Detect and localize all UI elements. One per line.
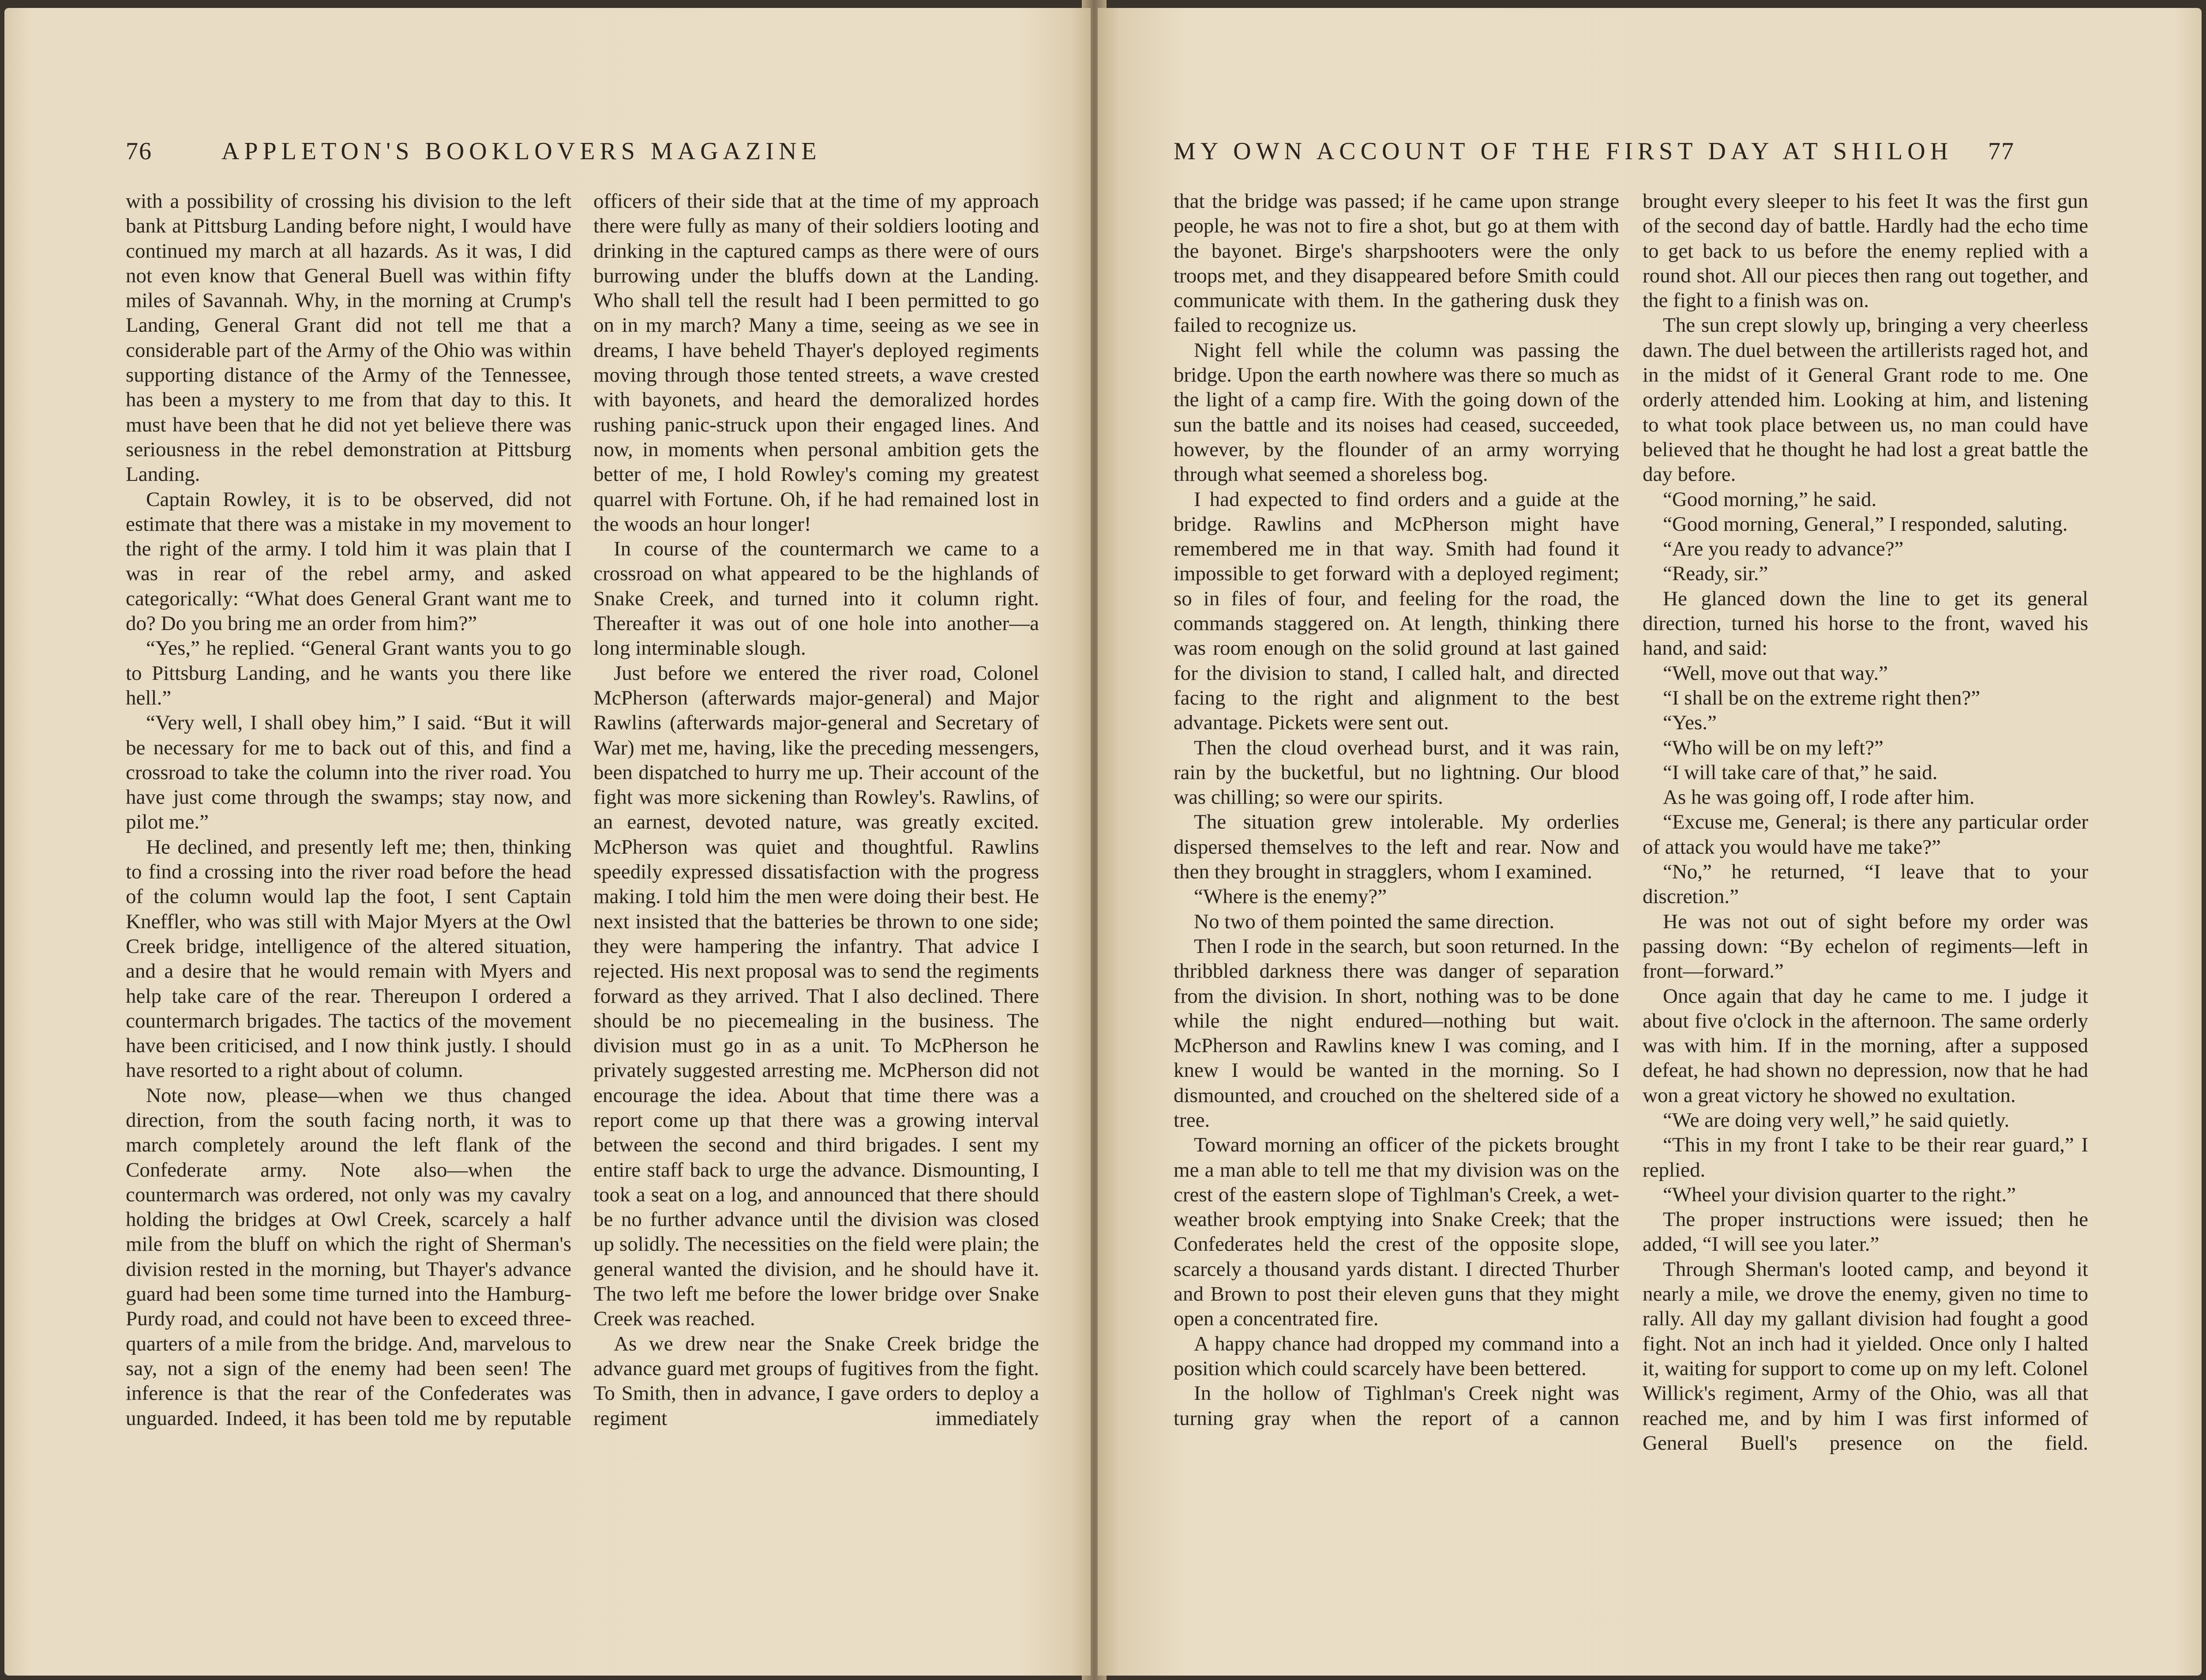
paragraph: I had expected to find orders and a guide at the bridge. Rawlins and McPherson might have remembered me in that way. Smith had found it impossible to get forward with a deployed regiment; so in files of four, and feeling for the road, the commands staggered on. At length, thinking there was room enough on the solid ground at last gained for the division to stand, I called halt, and directed facing to the right and alignment to the best advantage. Pickets were sent out. (1174, 488, 1619, 735)
paragraph: Once again that day he came to me. I judge it about five o'clock in the afternoon. The same orderly was with him. If in the morning, after a supposed defeat, he had shown no depression, now that he had won a great victory he showed no exultation. (1643, 984, 2088, 1107)
paragraph: He glanced down the line to get its general direction, turned his horse to the front, waved his hand, and said: (1643, 587, 2088, 660)
right-page (1098, 8, 2202, 1676)
paragraph: “I will take care of that,” he said. (1663, 761, 1938, 784)
paragraph: “Where is the enemy?” (1194, 885, 1387, 908)
paragraph: The proper instructions were issued; then he added, “I will see you later.” (1643, 1208, 2088, 1256)
paragraph: “Excuse me, General; is there any particular order of attack you would have me take?” (1643, 810, 2088, 859)
paragraph: “Wheel your division quarter to the right.” (1663, 1183, 2016, 1206)
paragraph: Then the cloud overhead burst, and it was rain, rain by the bucketful, but no lightning. Our blood was chilling; so were our spirits. (1174, 736, 1619, 809)
paragraph: “Who will be on my left?” (1663, 736, 1883, 759)
paragraph: As we drew near the Snake Creek bridge the advance guard met groups of fugitives from the fight. To Smith, then in advance, I gave orders to deploy a regiment immediately (593, 1332, 1039, 1430)
paragraph: No two of them pointed the same direction. (1194, 910, 1555, 933)
right-running-title: MY OWN ACCOUNT OF THE FIRST DAY AT SHILOH (1174, 138, 1953, 165)
right-column-1 (1174, 189, 1619, 1431)
paragraph: He was not out of sight before my order was passing down: “By echelon of regiments—left in front—forward.” (1643, 910, 2088, 983)
paragraph: “Ready, sir.” (1663, 562, 1768, 585)
left-column-1 (126, 189, 571, 1431)
paragraph: “Good morning,” he said. (1663, 488, 1877, 511)
left-column-2 (593, 189, 1039, 1431)
paragraph: “No,” he returned, “I leave that to your discretion.” (1643, 860, 2088, 908)
paragraph: “Good morning, General,” I responded, saluting. (1663, 512, 2068, 536)
paragraph: Just before we entered the river road, Colonel McPherson (afterwards major-general) and Major Rawlins (afterwards major-general and Secretary of War) met me, having, like the preceding messengers, been dispatched to hurry me up. Their account of the fight was more sickening than Rowley's. Rawlins, of an earnest, devoted nature, was greatly excited. McPherson was quiet and thoughtful. Rawlins speedily expressed dissatisfaction with the progress making. I told him the men were doing their best. He next insisted that the batteries be thrown to one side; they were hampering the infantry. That advice I rejected. His next proposal was to send the regiments forward as they arrived. That I also declined. There should be no piecemealing in the business. The division must go in as a unit. To McPherson he privately suggested arresting me. McPherson did not encourage the idea. About that time there was a report come up that there was a growing interval between the second and third brigades. I sent my entire staff back to urge the advance. Dismounting, I took a seat on a log, and announced that there should be no further advance until the division was closed up solidly. The necessities on the field were plain; the general wanted the division, and he should have it. The two left me before the lower bridge over Snake Creek was reached. (593, 661, 1039, 1331)
paragraph: “This in my front I take to be their rear guard,” I replied. (1643, 1133, 2088, 1181)
paragraph: “We are doing very well,” he said quietly. (1663, 1108, 2010, 1132)
paragraph: brought every sleeper to his feet It was the first gun of the second day of battle. Hardly had the echo time to get back to us before the enemy replied with a round shot. All our pieces then rang out together, and the fight to a finish was on. (1643, 190, 2088, 312)
paragraph: Toward morning an officer of the pickets brought me a man able to tell me that my division was on the crest of the eastern slope of Tighlman's Creek, a wet-weather brook emptying into Snake Creek; that the Confederates held the crest of the opposite slope, scarcely a thousand yards distant. I directed Thurber and Brown to post their eleven guns that they might open a concentrated fire. (1174, 1133, 1619, 1331)
paragraph: with a possibility of crossing his division to the left bank at Pittsburg Landing before night, I would have continued my march at all hazards. As it was, I did not even know that General Buell was within fifty miles of Savannah. Why, in the morning at Crump's Landing, General Grant did not tell me that a considerable part of the Army of the Ohio was within supporting distance of the Army of the Tennessee, has been a mystery to me from that day to this. It must have been that he did not yet believe there was seriousness in the rebel demonstration at Pittsburg Landing. (126, 190, 571, 486)
paragraph: “Well, move out that way.” (1663, 661, 1888, 685)
paragraph: He declined, and presently left me; then, thinking to find a crossing into the river road before the head of the column would lap the foot, I sent Captain Kneffler, who was still with Major Myers at the Owl Creek bridge, intelligence of the altered situation, and a desire that he would remain with Myers and help take care of the rear. Thereupon I ordered a countermarch brigades. The tactics of the movement have been criticised, and I now think justly. I should have resorted to a right about of column. (126, 835, 571, 1082)
paragraph: “Yes.” (1663, 711, 1717, 735)
left-page-number: 76 (126, 138, 152, 165)
paragraph: “I shall be on the extreme right then?” (1663, 686, 1981, 709)
paragraph: Night fell while the column was passing the bridge. Upon the earth nowhere was there so much as the light of a camp fire. With the going down of the sun the battle and its noises had ceased, succeeded, however, by the flounder of an army worrying through what seemed a shoreless bog. (1174, 338, 1619, 486)
left-running-head (126, 131, 821, 171)
paragraph: In the hollow of Tighlman's Creek night was turning gray when the report of a cannon (1174, 1382, 1619, 1430)
paragraph: “Are you ready to advance?” (1663, 537, 1904, 561)
left-page (4, 8, 1091, 1676)
paragraph: “Yes,” he replied. “General Grant wants you to go to Pittsburg Landing, and he wants you there like hell.” (126, 637, 571, 709)
right-running-head (1174, 131, 2015, 171)
paragraph: In course of the countermarch we came to a crossroad on what appeared to be the highlands of Snake Creek, and turned into it column right. Thereafter it was out of one hole into another—a long interminable slough. (593, 537, 1039, 660)
paragraph: A happy chance had dropped my command into a position which could scarcely have been bettered. (1174, 1332, 1619, 1380)
paragraph: officers of their side that at the time of my approach there were fully as many of their soldiers looting and drinking in the captured camps as there were of ours burrowing under the bluffs down at the Landing. Who shall tell the result had I been permitted to go on in my march? Many a time, seeing as we see in dreams, I have beheld Thayer's deployed regiments moving through those tented streets, a wave crested with bayonets, and heard the demoralized hordes rushing panic-struck upon their engaged lines. And now, in moments when personal ambition gets the better of me, I hold Rowley's coming my greatest quarrel with Fortune. Oh, if he had remained lost in the woods an hour longer! (593, 190, 1039, 536)
paragraph: Through Sherman's looted camp, and beyond it nearly a mile, we drove the enemy, given no time to rally. All day my gallant division had fought a good fight. Not an inch had it yielded. Once only I halted it, waiting for support to come up on my left. Colonel Willick's regiment, Army of the Ohio, was all that reached me, and by him I was first informed of General Buell's presence on the field. (1643, 1257, 2088, 1455)
paragraph: Then I rode in the search, but soon returned. In the thribbled darkness there was danger of separation from the division. In short, nothing was to be done while the night endured—nothing but wait. McPherson and Rawlins knew I was coming, and I knew I would be wanted in the morning. So I dismounted, and crouched on the sheltered side of a tree. (1174, 934, 1619, 1132)
paragraph: “Very well, I shall obey him,” I said. “But it will be necessary for me to back out of this, and find a crossroad to take the column into the river road. You have just come through the swamps; stay now, and pilot me.” (126, 711, 571, 834)
right-page-number: 77 (1988, 138, 2015, 165)
paragraph: that the bridge was passed; if he came upon strange people, he was not to fire a shot, but go at them with the bayonet. Birge's sharpshooters were the only troops met, and they disappeared before Smith could communicate with them. In the gathering dusk they failed to recognize us. (1174, 190, 1619, 337)
paragraph: Note now, please—when we thus changed direction, from the south facing north, it was to march completely around the left flank of the Confederate army. Note also—when the countermarch was ordered, not only was my cavalry holding the bridges at Owl Creek, scarcely a half mile from the bluff on which the right of Sherman's division rested in the morning, but Thayer's advance guard had been some time turned into the Hamburg-Purdy road, and could not have been to exceed three-quarters of a mile from the bridge. And, marvelous to say, not a sign of the enemy had been seen! The inference is that the rear of the Confederates was unguarded. Indeed, it has been told me by reputable (126, 1084, 571, 1430)
paragraph: Captain Rowley, it is to be observed, did not estimate that there was a mistake in my movement to the right of the army. I told him it was plain that I was in rear of the rebel army, and asked categorically: “What does General Grant want me to do? Do you bring me an order from him?” (126, 488, 571, 635)
right-column-2 (1643, 189, 2088, 1455)
paragraph: The situation grew intolerable. My orderlies dispersed themselves to the left and rear. Now and then they brought in stragglers, whom I examined. (1174, 810, 1619, 884)
paragraph: The sun crept slowly up, bringing a very cheerless dawn. The duel between the artillerists raged hot, and in the midst of it General Grant rode to me. One orderly attended him. Looking at him, and listening to what took place between us, no man could have believed that he thought he had lost a great battle the day before. (1643, 314, 2088, 486)
left-running-title: APPLETON'S BOOKLOVERS MAGAZINE (221, 138, 822, 165)
paragraph: As he was going off, I rode after him. (1663, 786, 1975, 809)
